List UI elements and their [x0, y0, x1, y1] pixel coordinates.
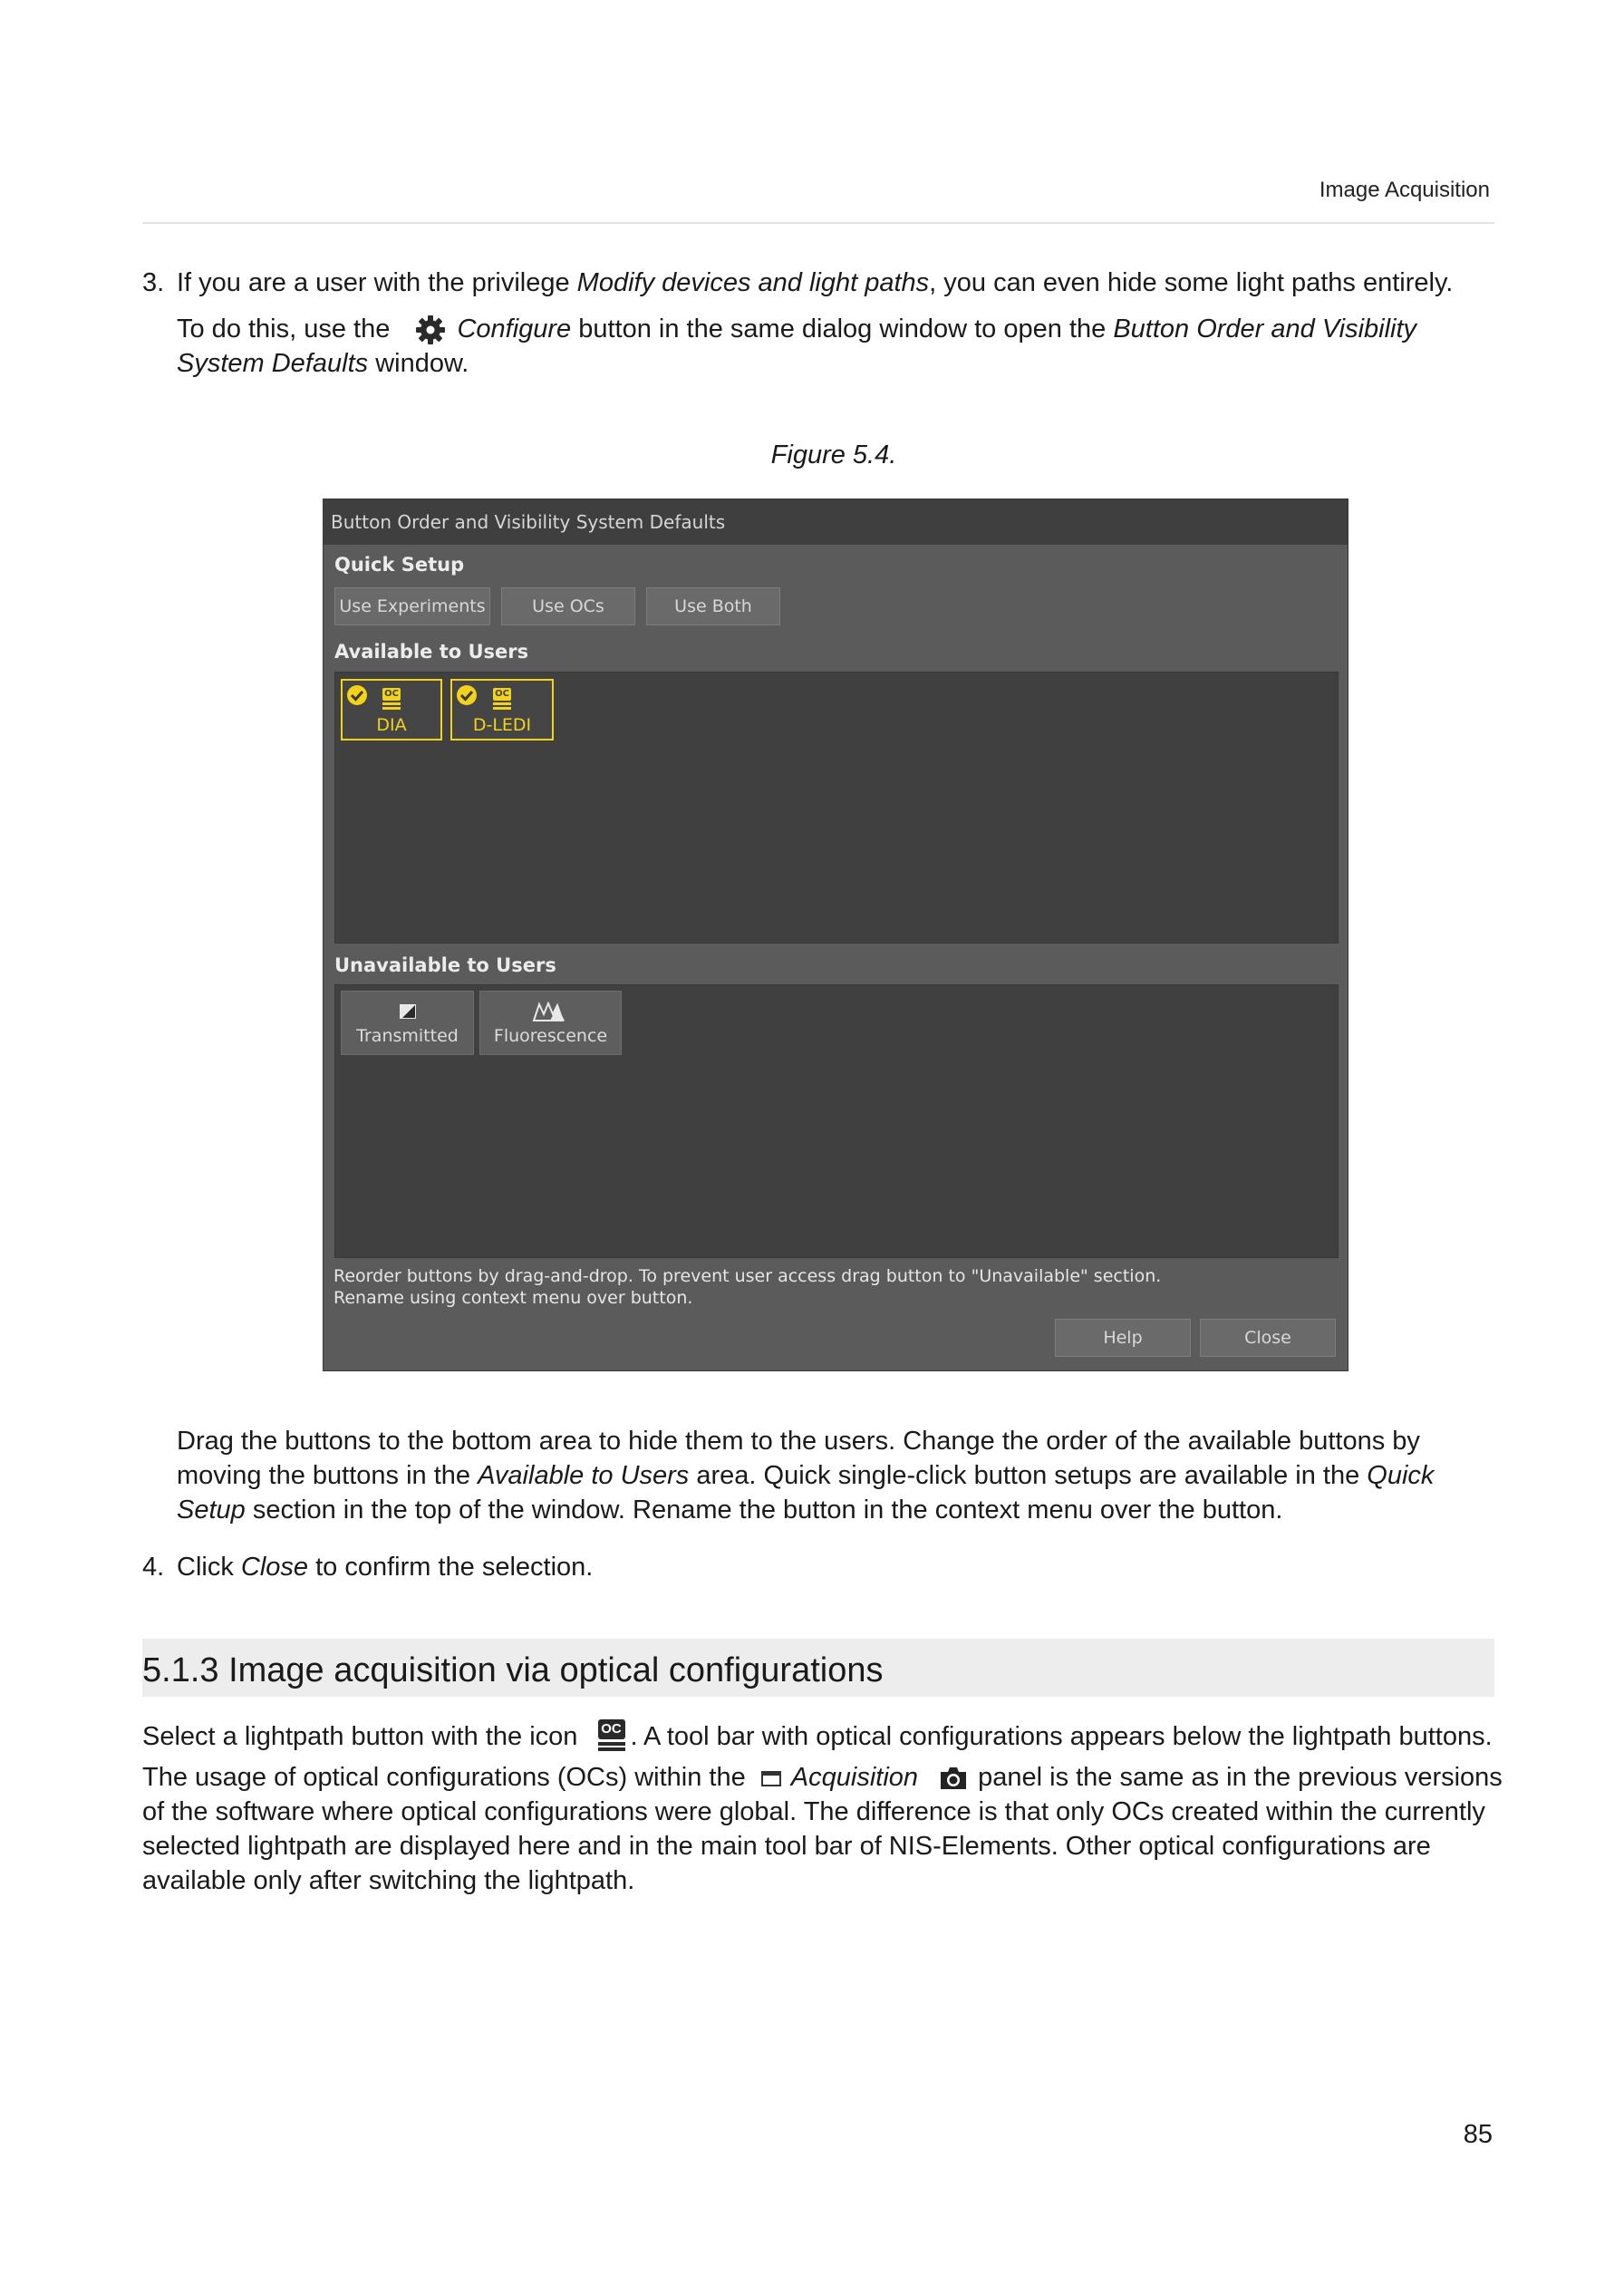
check-icon [346, 684, 368, 706]
camera-icon [938, 1765, 969, 1792]
step-4-number: 4. [142, 1553, 165, 1582]
unavailable-to-users-label: Unavailable to Users [334, 954, 556, 976]
header-divider [142, 222, 1494, 224]
check-icon [456, 684, 478, 706]
available-area[interactable] [334, 672, 1339, 944]
section-paragraph-line2: The usage of optical configurations (OCs) within the Acquisition panel is the same as in the previous versions [142, 1763, 1503, 1792]
step-3-line3: System Defaults window. [177, 349, 469, 378]
section-paragraph-line5: available only after switching the lightpath. [142, 1866, 635, 1895]
step-3-line1: If you are a user with the privilege Modify devices and light paths, you can even hide some light paths entirely. [177, 268, 1454, 297]
panel-icon [760, 1769, 782, 1787]
section-heading: 5.1.3 Image acquisition via optical configurations [142, 1651, 884, 1689]
oc-lightpath-icon: OC [598, 1719, 625, 1752]
figure-caption: Figure 5.4. [770, 440, 897, 469]
dialog-hint-line1: Reorder buttons by drag-and-drop. To prevent user access drag button to "Unavailable" section. [334, 1266, 1162, 1286]
section-paragraph-line4: selected lightpath are displayed here and in the main tool bar of NIS-Elements. Other optical configurations are [142, 1832, 1431, 1861]
dialog-title: Button Order and Visibility System Defaults [324, 499, 1348, 545]
drag-paragraph-line2: moving the buttons in the Available to Users area. Quick single-click button setups are available in the Quick [177, 1461, 1435, 1490]
quick-setup-label: Quick Setup [334, 554, 465, 576]
oc-icon: OC [493, 688, 511, 710]
fluorescence-icon [532, 1002, 572, 1021]
section-paragraph-line1: Select a lightpath button with the icon OC . A tool bar with optical configurations appears below the lightpath buttons. [142, 1721, 1493, 1751]
lightpath-button-transmitted[interactable] [341, 991, 474, 1055]
step-3-number: 3. [142, 268, 165, 297]
section-paragraph-line3: of the software where optical configurations were global. The difference is that only OCs created within the currently [142, 1797, 1485, 1826]
step-3-line2: To do this, use the Configure button in the same dialog window to open the Button Order and Visibility [177, 312, 1416, 346]
use-both-button[interactable]: Use Both [646, 587, 780, 625]
button-order-dialog [323, 498, 1348, 1371]
unavailable-area[interactable] [334, 984, 1339, 1258]
lightpath-button-fluorescence[interactable] [479, 991, 622, 1055]
lightpath-label: Fluorescence [493, 1026, 608, 1046]
lightpath-label: Transmitted [356, 1026, 459, 1046]
lightpath-label: D-LEDI [472, 715, 532, 735]
help-button[interactable]: Help [1055, 1319, 1191, 1357]
step-4-text: Click Close to confirm the selection. [177, 1553, 594, 1582]
available-to-users-label: Available to Users [334, 641, 529, 663]
dialog-hint-line2: Rename using context menu over button. [334, 1288, 693, 1308]
close-button[interactable]: Close [1200, 1319, 1336, 1357]
drag-paragraph-line3: Setup section in the top of the window. Rename the button in the context menu over the button. [177, 1495, 1283, 1524]
use-ocs-button[interactable]: Use OCs [501, 587, 635, 625]
use-experiments-button[interactable]: Use Experiments [334, 587, 490, 625]
lightpath-button-d-ledi[interactable] [450, 679, 554, 740]
running-header: Image Acquisition [1319, 178, 1490, 202]
oc-icon: OC [382, 688, 401, 710]
page-number: 85 [1463, 2120, 1493, 2149]
lightpath-button-dia[interactable] [341, 679, 442, 740]
lightpath-label: DIA [376, 715, 407, 735]
gear-icon [415, 315, 446, 345]
drag-paragraph-line1: Drag the buttons to the bottom area to hide them to the users. Change the order of the available buttons by [177, 1427, 1420, 1456]
transmitted-icon [399, 1003, 417, 1020]
